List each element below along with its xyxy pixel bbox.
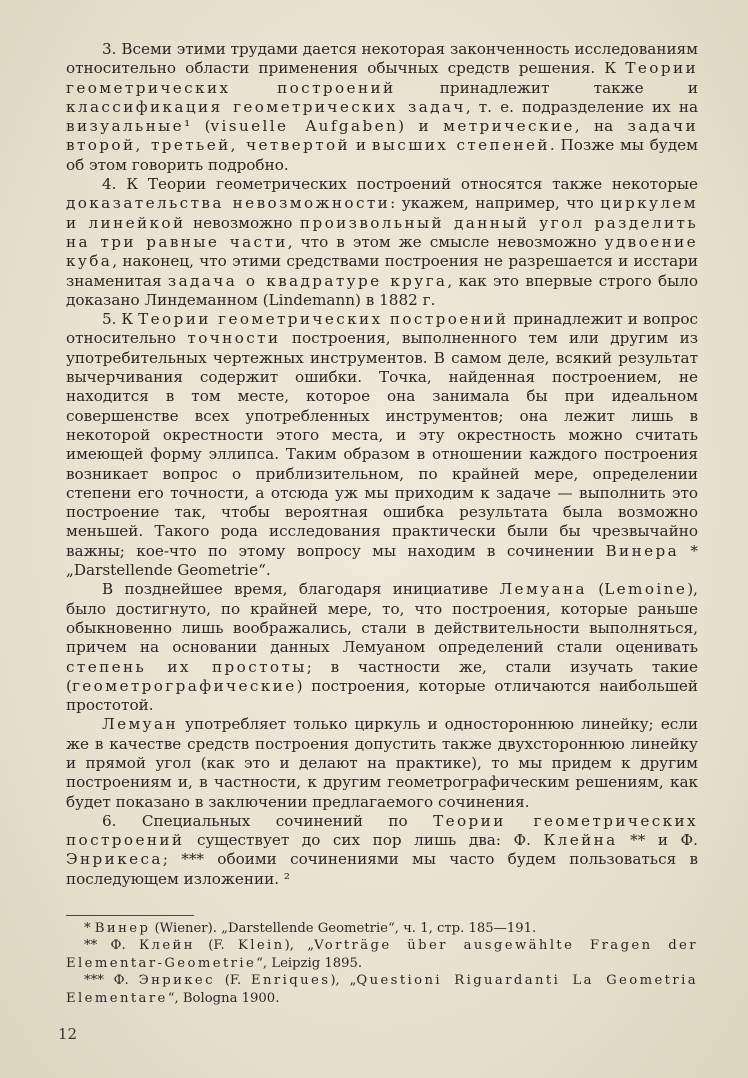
text-run: ), было достигнуто, по крайней мере, то, что построения, которые раньше обыкновенно лишь воображались, стали в действительности выполняться, причем на основании данных Лемуаном определений стали оценивать bbox=[66, 580, 698, 657]
text-run: принадлежит также и bbox=[395, 78, 698, 97]
spaced-emphasis: Теории геометрических построений bbox=[66, 811, 698, 850]
text-run: * „Darstellende Geometrie“. bbox=[66, 541, 699, 580]
spaced-emphasis: удвоение куба bbox=[66, 232, 698, 271]
text-run: 4. К Теории геометрических построений относятся также некоторые bbox=[102, 175, 698, 194]
text-run: ; в частности же, стали изучать такие ( bbox=[66, 657, 698, 695]
spaced-emphasis: Enriques bbox=[251, 973, 331, 989]
spaced-emphasis: visuelle Aufgaben bbox=[210, 117, 399, 136]
text-run: “, Bologna 1900. bbox=[167, 990, 280, 1006]
spaced-emphasis: степень их простоты bbox=[66, 657, 307, 676]
text-run: употребляет только циркуль и одностороннюю линейку; если же в качестве средств построения допустить также двухстороннюю линейку и прямой угол (как это и делают на практике), то мы придем к другим построениям и, в частности, к другим геометрографическим решениям, как будет показано в заключении предлагаемого сочинения. bbox=[66, 715, 698, 811]
footnotes bbox=[66, 920, 698, 1007]
page-number: 12 bbox=[58, 1025, 78, 1043]
footnote-klein bbox=[66, 937, 698, 972]
spaced-emphasis: Questioni Riguardanti La Geometria Elementare bbox=[66, 973, 698, 1006]
paragraph-5 bbox=[66, 310, 698, 580]
text-run: , наконец, что этими средствами построения не разрешается и исстари знаменитая bbox=[66, 252, 698, 290]
spaced-emphasis: Винера bbox=[605, 541, 680, 560]
spaced-emphasis: задача о квадратуре круга bbox=[167, 271, 448, 290]
text-run: , т. е. подразделение их на bbox=[465, 97, 699, 116]
text-run: существует до сих пор лишь два: Ф. bbox=[184, 831, 544, 850]
text-run: * bbox=[84, 921, 95, 936]
text-run: ; *** обоими сочинениями мы часто будем пользоваться в последующем изложении. ² bbox=[66, 850, 698, 888]
text-run: , на bbox=[574, 117, 628, 136]
text-run: : укажем, например, что bbox=[390, 194, 601, 213]
spaced-emphasis: задачи второй, третьей, четвертой bbox=[66, 117, 698, 155]
spaced-emphasis: классификация геометрических задач bbox=[66, 97, 466, 116]
footnote-wiener bbox=[66, 920, 698, 937]
text-run: ¹ ( bbox=[184, 117, 211, 136]
text-run: невозможно bbox=[185, 213, 300, 232]
paragraph-lemoine bbox=[66, 580, 698, 715]
text-run: . Позже мы будем об этом говорить подробно. bbox=[66, 136, 698, 174]
paragraph-4 bbox=[66, 175, 698, 310]
text-run: построения, выполненного тем или другим из употребительных чертежных инструментов. В самом деле, всякий результат вычерчивания содержит ошибки. Точка, найденная построением, не находится в том месте, которое она занимала бы при идеальном совершенстве всех употребленных инструментов; она лежит лишь в некоторой окрестности этого места, и эту окрестность можно считать имеющей форму эллипса. Таким образом в отношении каждого построения возникает вопрос о приблизительном, по крайней мере, определении степени его точности, а отсюда уж мы приходим к задаче — выполнить это построение так, чтобы вероятная ошибка результата была возможно меньшей. Такого рода исследования практически были бы чрезвычайно важны; кое-что по этому вопросу мы находим в сочинении bbox=[66, 329, 698, 560]
spaced-emphasis: Клейн bbox=[138, 938, 195, 954]
spaced-emphasis: Лемуана bbox=[499, 580, 587, 599]
paragraph-3 bbox=[66, 40, 698, 175]
text-run: 6. Специальных сочинений по bbox=[102, 811, 434, 830]
spaced-emphasis: Теории геометрических построений bbox=[138, 310, 509, 329]
spaced-emphasis: Лемуан bbox=[102, 715, 178, 734]
text-run: и bbox=[350, 136, 372, 155]
text-run: В позднейшее время, благодаря инициативе bbox=[102, 580, 500, 599]
spaced-emphasis: Теории геометрических построений bbox=[66, 59, 698, 97]
spaced-emphasis: геометрографические bbox=[71, 676, 297, 695]
paragraph-6 bbox=[66, 812, 698, 889]
text-run: , что в этом же смысле невозможно bbox=[287, 232, 605, 251]
spaced-emphasis: Клейна bbox=[543, 831, 618, 850]
text-run: 3. Всеми этими трудами дается некоторая законченность исследованиям относительно области применения обычных средств решения. К bbox=[66, 40, 698, 78]
text-run: 5. К bbox=[102, 310, 139, 329]
spaced-emphasis: метрические bbox=[443, 117, 575, 136]
spaced-emphasis: высших степеней bbox=[371, 136, 550, 155]
paragraph-lemoine-tools bbox=[66, 715, 698, 811]
text-run: (F. bbox=[214, 973, 252, 989]
spaced-emphasis: Lemoine bbox=[604, 580, 688, 599]
spaced-emphasis: Vorträge über ausgewählte Fragen der Elementar-Geometrie bbox=[66, 938, 698, 971]
text-run: ** Ф. bbox=[84, 938, 139, 954]
text-run: принадлежит и вопрос относительно bbox=[66, 310, 699, 348]
text-run: ) и bbox=[398, 117, 444, 136]
text-run: (F. bbox=[194, 938, 238, 954]
text-run: ) построения, которые отличаются наибольшей простотой. bbox=[66, 676, 698, 715]
text-run: , как это впервые строго было доказано Линдеманном (Lindemann) в 1882 г. bbox=[66, 271, 699, 309]
spaced-emphasis: Энрикес bbox=[138, 973, 215, 989]
spaced-emphasis: доказательства невозможности bbox=[66, 194, 391, 213]
spaced-emphasis: Энрикеса bbox=[66, 850, 163, 869]
spaced-emphasis: Klein bbox=[237, 938, 285, 954]
main-text bbox=[66, 40, 698, 889]
spaced-emphasis: Винер bbox=[94, 921, 151, 936]
text-run: “, Leipzig 1895. bbox=[256, 955, 363, 971]
text-run: ), „ bbox=[284, 938, 315, 954]
spaced-emphasis: точности bbox=[187, 329, 281, 348]
spaced-emphasis: произвольный данный угол разделить на три равные части bbox=[66, 213, 698, 251]
text-run: ** и Ф. bbox=[617, 831, 698, 850]
text-run: ), „ bbox=[330, 973, 357, 989]
text-run: *** Ф. bbox=[84, 973, 139, 989]
footnote-divider bbox=[66, 915, 194, 916]
text-run: (Wiener). „Darstellende Geometrie“, ч. 1, стр. 185—191. bbox=[150, 921, 537, 936]
text-run: ( bbox=[586, 580, 605, 599]
footnote-enriques bbox=[66, 972, 698, 1007]
spaced-emphasis: циркулем и линейкой bbox=[66, 194, 698, 232]
spaced-emphasis: визуальные bbox=[66, 117, 185, 136]
